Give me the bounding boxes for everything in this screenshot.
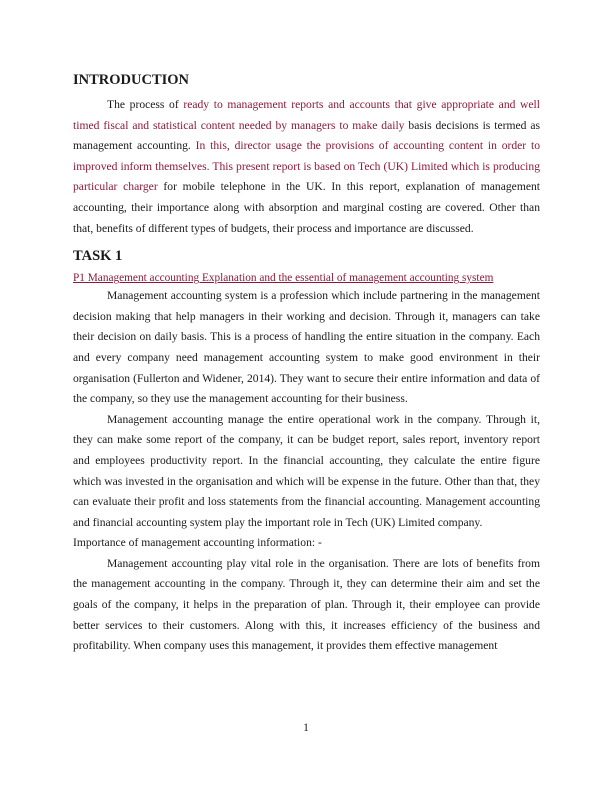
task1-heading: TASK 1 (73, 248, 123, 265)
intro-text-1: The process of (107, 98, 184, 111)
task1-paragraph-3: Management accounting play vital role in the organisation. There are lots of benefits from the management accounting in the company. Through it, they can determine their aim and set the goals of the company, it helps in the preparation of plan. Through it, their employee can provide better services to their customers. Along with this, it increases efficiency of the business and profitability. When company uses this management, it provides them effective management (73, 556, 540, 653)
intro-text-3: basis decisions is termed as management accounting. (73, 118, 540, 153)
intro-text-4: In this, director usage the provisions of accounting content in order to improved inform themselves. This present report is based on Tech (UK) Limited which is producing particular charger (73, 139, 540, 194)
task1-paragraph-1: Management accounting system is a profession which include partnering in the management decision making that help managers in their working and decision. Through it, managers can take their decision on daily basis. This is a process of handling the entire situation in the company. Each and every company need management accounting system to make good environment in their organisation (Fullerton and Widener, 2014). They want to secure their entire information and data of the company, so they use the management accounting for their business. (73, 289, 540, 406)
intro-text-2: ready to management reports and accounts that give appropriate and well timed fiscal and statistical content needed by managers to make daily (73, 98, 541, 132)
introduction-paragraph (73, 95, 540, 239)
importance-label: Importance of management accounting information: - (73, 536, 322, 550)
page-content (73, 70, 540, 657)
page-number: 1 (303, 722, 309, 734)
task1-subheading: P1 Management accounting Explanation and the essential of management accounting system (73, 272, 494, 285)
task1-para2-text: Management accounting manage the entire operational work in the company. Through it, they can make some report of the company, it can be budget report, sales report, inventory report and employees productivity report. In the financial accounting, they calculate the entire figure which was invested in the organisation and which will be expense in the future. Other than that, they can evaluate their profit and loss statements from the financial accounting. Management accounting and financial accounting system play the important role in (73, 412, 540, 529)
intro-text-5: for mobile telephone in the UK. In this report, explanation of management accounting, their importance along with absorption and marginal costing are covered. Other than that, benefits of different types of budgets, their process and importance are discussed. (73, 180, 540, 235)
introduction-heading: INTRODUCTION (73, 72, 190, 88)
task1-paragraph-2 (73, 410, 540, 534)
company-name-text: Tech (UK) Limited company. (345, 515, 483, 529)
